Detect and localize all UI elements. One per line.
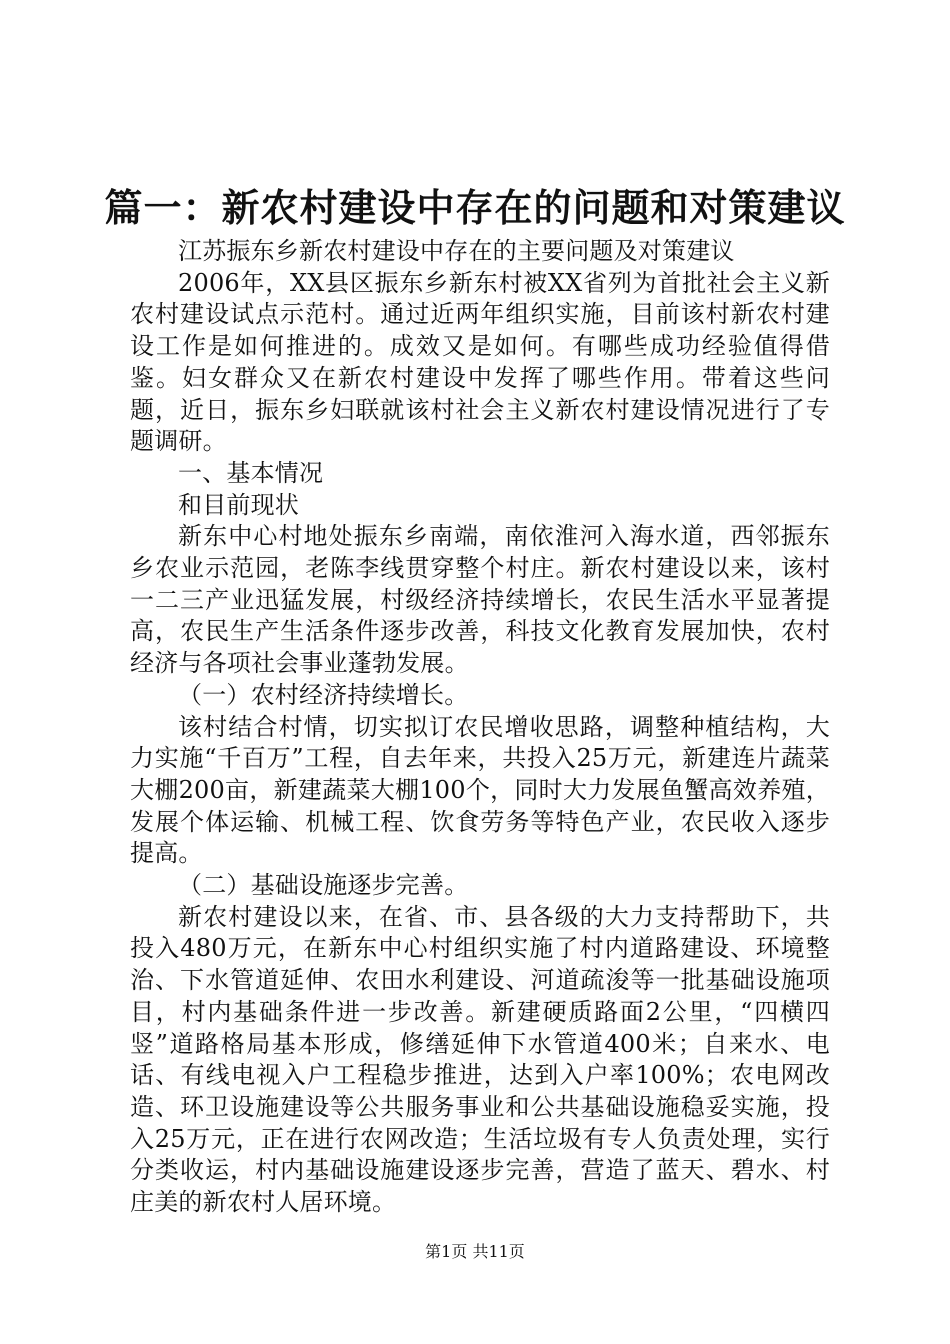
subsection-heading-economy: （一）农村经济持续增长。 [178, 680, 469, 709]
subsection-heading-infrastructure: （二）基础设施逐步完善。 [178, 871, 469, 900]
document-body [130, 236, 830, 1219]
paragraph-infrastructure: 新农村建设以来，在省、市、县各级的大力支持帮助下，共投入480万元，在新东中心村组织实施了村内道路建设、环境整治、下水管道延伸、农田水利建设、河道疏浚等一批基础设施项目，村内基础条件进一步改善。新建硬质路面2公里，“四横四竖”道路格局基本形成，修缮延伸下水管道400米；自来水、电话、有线电视入户工程稳步推进，达到入户率100%；农电网改造、环卫设施建设等公共服务事业和公共基础设施稳妥实施，投入25万元，正在进行农网改造；生活垃圾有专人负责处理，实行分类收运，村内基础设施建设逐步完善，营造了蓝天、碧水、村庄美的新农村人居环境。 [130, 902, 830, 1217]
paragraph-economy: 该村结合村情，切实拟订农民增收思路，调整种植结构，大力实施“千百万”工程，自去年来，共投入25万元，新建连片蔬菜大棚200亩，新建蔬菜大棚100个，同时大力发展鱼蟹高效养殖，发展个体运输、机械工程、饮食劳务等特色产业，农民收入逐步提高。 [130, 712, 830, 868]
section-heading-current: 和目前现状 [178, 490, 299, 519]
document-title: 篇一：新农村建设中存在的问题和对策建议 [104, 185, 846, 230]
paragraph-overview: 新东中心村地处振东乡南端，南依淮河入海水道，西邻振东乡农业示范园，老陈李线贯穿整个村庄。新农村建设以来，该村一二三产业迅猛发展，村级经济持续增长，农民生活水平显著提高，农民生产生活条件逐步改善，科技文化教育发展加快，农村经济与各项社会事业蓬勃发展。 [130, 522, 830, 678]
page-number-footer: 第1页 共11页 [425, 1242, 525, 1261]
section-heading-basic: 一、基本情况 [178, 458, 324, 487]
paragraph-intro: 2006年，XX县区振东乡新东村被XX省列为首批社会主义新农村建设试点示范村。通过近两年组织实施，目前该村新农村建设工作是如何推进的。成效又是如何。有哪些成功经验值得借鉴。妇女群众又在新农村建设中发挥了哪些作用。带着这些问题，近日，振东乡妇联就该村社会主义新农村建设情况进行了专题调研。 [130, 268, 830, 456]
paragraph-subtitle: 江苏振东乡新农村建设中存在的主要问题及对策建议 [178, 237, 735, 265]
